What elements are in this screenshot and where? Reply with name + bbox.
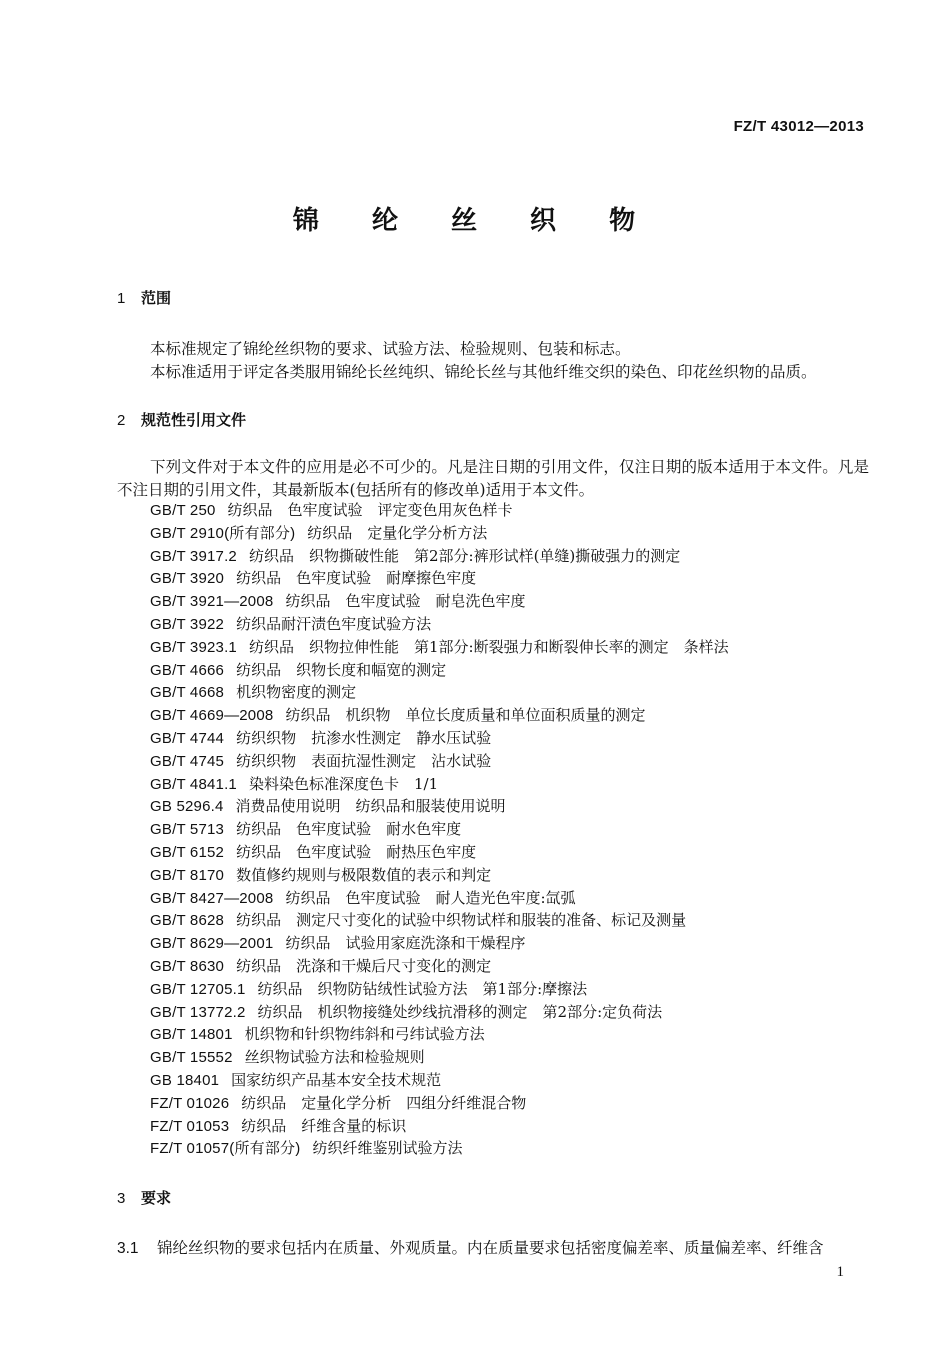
reference-list [150,499,729,1160]
reference-title: 纺织品 定量化学分析 四组分纤维混合物 [241,1093,527,1112]
section-title: 要求 [141,1189,172,1207]
reference-code: FZ/T 01057(所有部分) [150,1140,301,1158]
reference-code: GB/T 6152 [150,843,225,861]
reference-code: GB/T 4841.1 [150,775,237,793]
reference-code: GB/T 2910(所有部分) [150,524,296,542]
reference-item [150,887,729,910]
reference-item [150,773,729,796]
reference-title: 纺织品 纤维含量的标识 [241,1116,407,1135]
reference-code: GB/T 8629—2001 [150,935,274,953]
reference-item [150,681,729,704]
reference-title: 纺织品 色牢度试验 耐摩擦色牢度 [236,569,477,588]
reference-code: GB/T 5713 [150,821,225,839]
section-1-heading [117,287,171,308]
reference-title: 纺织品 织物防钻绒性试验方法 第1部分:摩擦法 [257,979,588,998]
reference-code: GB 18401 [150,1071,220,1089]
reference-item [150,795,729,818]
reference-item [150,1092,729,1115]
reference-title: 纺织品 试验用家庭洗涤和干燥程序 [285,934,526,953]
reference-code: GB/T 13772.2 [150,1003,246,1021]
reference-item [150,567,729,590]
reference-item [150,613,729,636]
reference-code: GB/T 3923.1 [150,638,237,656]
section-3-heading [117,1187,171,1208]
reference-code: GB 5296.4 [150,798,224,816]
reference-title: 数值修约规则与极限数值的表示和判定 [236,865,492,884]
section-title: 范围 [141,289,172,307]
reference-title: 染料染色标准深度色卡 1/1 [248,774,439,793]
reference-item [150,818,729,841]
reference-item [150,522,729,545]
reference-code: GB/T 3920 [150,570,225,588]
reference-item [150,704,729,727]
subsection-number: 3.1 [117,1240,139,1257]
normative-intro-paragraph: 下列文件对于本文件的应用是必不可少的。凡是注日期的引用文件，仅注日期的版本适用于本文件。凡是不注日期的引用文件，其最新版本(包括所有的修改单)适用于本文件。 [117,458,869,499]
reference-title: 纺织品 洗涤和干燥后尺寸变化的测定 [236,956,492,975]
reference-title: 纺织品 织物拉伸性能 第1部分:断裂强力和断裂伸长率的测定 条样法 [248,637,729,656]
section-number: 3 [117,1190,126,1207]
reference-code: GB/T 14801 [150,1026,233,1044]
section-number: 2 [117,412,126,429]
reference-item [150,864,729,887]
reference-item [150,499,729,522]
standard-code: FZ/T 43012—2013 [733,118,864,135]
document-title: 锦 纶 丝 织 物 [292,206,658,236]
page-number: 1 [836,1264,844,1280]
reference-code: GB/T 15552 [150,1049,233,1067]
reference-item [150,1137,729,1160]
reference-code: GB/T 8630 [150,957,225,975]
reference-title: 国家纺织产品基本安全技术规范 [231,1070,442,1089]
reference-code: GB/T 12705.1 [150,980,246,998]
reference-title: 纺织纤维鉴别试验方法 [312,1139,463,1158]
reference-title: 纺织品耐汗渍色牢度试验方法 [236,614,432,633]
reference-item [150,659,729,682]
reference-title: 纺织品 色牢度试验 耐人造光色牢度:氙弧 [285,888,576,907]
reference-code: GB/T 8427—2008 [150,889,274,907]
reference-item [150,932,729,955]
reference-title: 纺织织物 表面抗湿性测定 沾水试验 [236,751,492,770]
reference-item [150,909,729,932]
reference-item [150,1046,729,1069]
reference-code: GB/T 4666 [150,661,225,679]
reference-item [150,750,729,773]
reference-code: GB/T 250 [150,502,216,519]
reference-title: 丝织物试验方法和检验规则 [244,1048,425,1067]
reference-title: 纺织品 机织物 单位长度质量和单位面积质量的测定 [285,706,646,725]
reference-code: GB/T 4668 [150,684,225,702]
reference-title: 纺织品 测定尺寸变化的试验中织物试样和服装的准备、标记及测量 [236,911,687,930]
reference-code: GB/T 3921—2008 [150,593,274,611]
reference-code: GB/T 4669—2008 [150,707,274,725]
subsection-3-1 [117,1236,824,1258]
reference-code: GB/T 4745 [150,752,225,770]
reference-item [150,978,729,1001]
reference-title: 纺织品 机织物接缝处纱线抗滑移的测定 第2部分:定负荷法 [257,1002,663,1021]
section-2-heading [117,409,246,430]
section-title: 规范性引用文件 [141,411,247,429]
reference-item [150,1115,729,1138]
reference-title: 消费品使用说明 纺织品和服装使用说明 [235,797,506,816]
reference-title: 纺织品 织物长度和幅宽的测定 [236,660,447,679]
reference-item [150,545,729,568]
reference-item [150,590,729,613]
subsection-text: 锦纶丝织物的要求包括内在质量、外观质量。内在质量要求包括密度偏差率、质量偏差率、纤维含 [157,1239,824,1257]
reference-code: GB/T 3922 [150,615,225,633]
scope-paragraph-2: 本标准适用于评定各类服用锦纶长丝纯织、锦纶长丝与其他纤维交织的染色、印花丝织物的品质。 [150,363,817,381]
reference-title: 纺织品 织物撕破性能 第2部分:裤形试样(单缝)撕破强力的测定 [248,546,681,565]
scope-paragraph-1: 本标准规定了锦纶丝织物的要求、试验方法、检验规则、包装和标志。 [150,340,631,358]
reference-title: 纺织品 色牢度试验 耐热压色牢度 [236,842,477,861]
reference-title: 纺织织物 抗渗水性测定 静水压试验 [236,728,492,747]
reference-code: GB/T 8170 [150,866,225,884]
reference-code: GB/T 3917.2 [150,547,237,565]
reference-title: 纺织品 定量化学分析方法 [307,523,488,542]
reference-code: FZ/T 01053 [150,1117,230,1135]
reference-title: 纺织品 色牢度试验 耐水色牢度 [236,820,462,839]
reference-item [150,727,729,750]
reference-code: GB/T 4744 [150,729,225,747]
reference-title: 机织物密度的测定 [236,683,357,702]
reference-item [150,955,729,978]
reference-item [150,636,729,659]
reference-item [150,841,729,864]
reference-item [150,1023,729,1046]
reference-title: 机织物和针织物纬斜和弓纬试验方法 [244,1025,485,1044]
section-number: 1 [117,290,126,307]
reference-item [150,1069,729,1092]
reference-title: 纺织品 色牢度试验 评定变色用灰色样卡 [227,501,513,519]
reference-code: FZ/T 01026 [150,1094,230,1112]
reference-item [150,1001,729,1024]
reference-title: 纺织品 色牢度试验 耐皂洗色牢度 [285,592,526,611]
reference-code: GB/T 8628 [150,912,225,930]
